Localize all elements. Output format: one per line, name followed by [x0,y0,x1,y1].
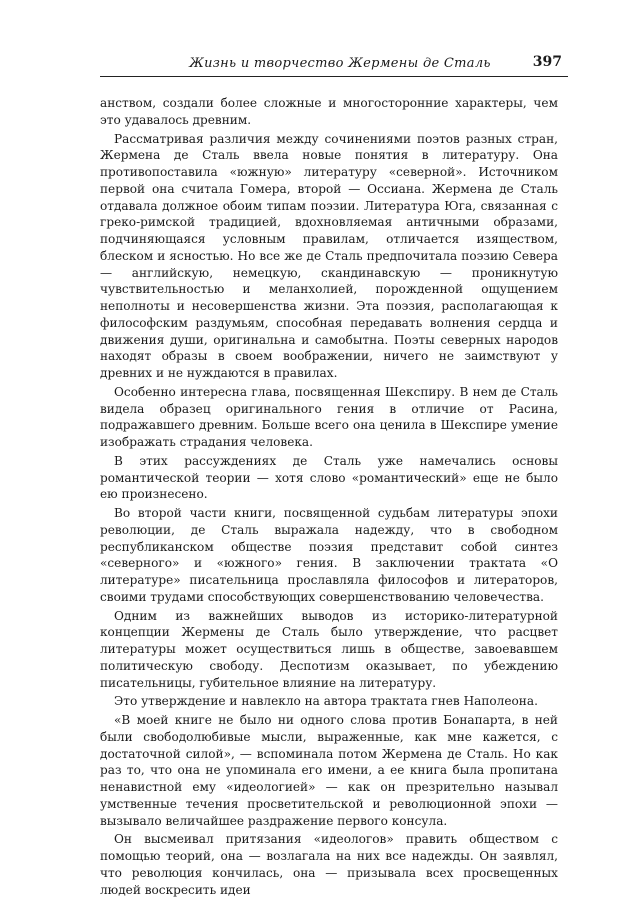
page-header [100,54,568,77]
paragraph-continuation: анством, создали более сложные и многосторонние характеры, чем это удавалось древним. [100,96,558,127]
body-text [100,95,558,900]
paragraph: Он высмеивал притязания «идеологов» править обществом с помощью теорий, она — возлагала на них все надежды. Он заявлял, что революция кончилась, она — призывала всех просвещенных людей воскресить идеи [100,832,558,897]
paragraph: «В моей книге не было ни одного слова против Бонапарта, в ней были свободолюбивые мысли, выраженные, как мне кажется, с достаточной силой», — вспоминала потом Жермена де Сталь. Но как раз то, что она не упоминала его имени, а ее книга была пропитана ненавистной ему «идеологией» — как он презрительно называл умственные течения просветительской и революционной эпохи — вызывало величайшее раздражение первого консула. [100,713,558,828]
paragraph: Рассматривая различия между сочинениями поэтов разных стран, Жермена де Сталь ввела новые понятия в литературу. Она противопоставила «южную» литературу «северной». Источником первой она считала Гомера, второй — Оссиана. Жермена де Сталь отдавала должное обоим типам поэзии. Литература Юга, связанная с греко-римской традицией, вдохновляемая античными образами, подчиняющаяся условным правилам, отличается изяществом, блеском и ясностью. Но все же де Сталь предпочитала поэзию Севера — английскую, немецкую, скандинавскую — проникнутую чувствительностью и меланхолией, порожденной ощущением неполноты и несовершенства жизни. Эта поэзия, располагающая к философским раздумьям, способная передавать волнения сердца и движения души, оригинальна и самобытна. Поэты северных народов находят образы в своем воображении, ничего не заимствуют у древних и не нуждаются в правилах. [100,131,558,380]
page-number: 397 [532,54,562,70]
paragraph: Особенно интересна глава, посвященная Шекспиру. В нем де Сталь видела образец оригинального гения в отличие от Расина, подражавшего древним. Больше всего она ценила в Шекспире умение изображать страдания человека. [100,384,558,449]
paragraph: В этих рассуждениях де Сталь уже намечались основы романтической теории — хотя слово «романтический» еще не было ею произнесено. [100,453,558,502]
paragraph: Это утверждение и навлекло на автора трактата гнев Наполеона. [114,694,538,709]
paragraph: Во второй части книги, посвященной судьбам литературы эпохи революции, де Сталь выражала надежду, что в свободном республиканском обществе поэзия представит собой синтез «северного» и «южного» гения. В заключении трактата «О литературе» писательница прославляла философов и литераторов, своими трудами способствующих совершенствованию человечества. [100,506,558,604]
running-title: Жизнь и творчество Жермены де Сталь [189,56,491,71]
paragraph: Одним из важнейших выводов из историко-литературной концепции Жермены де Сталь было утверждение, что расцвет литературы может осуществиться лишь в обществе, завоевавшем политическую свободу. Деспотизм оказывает, по убеждению писательницы, губительное влияние на литературу. [100,608,558,690]
